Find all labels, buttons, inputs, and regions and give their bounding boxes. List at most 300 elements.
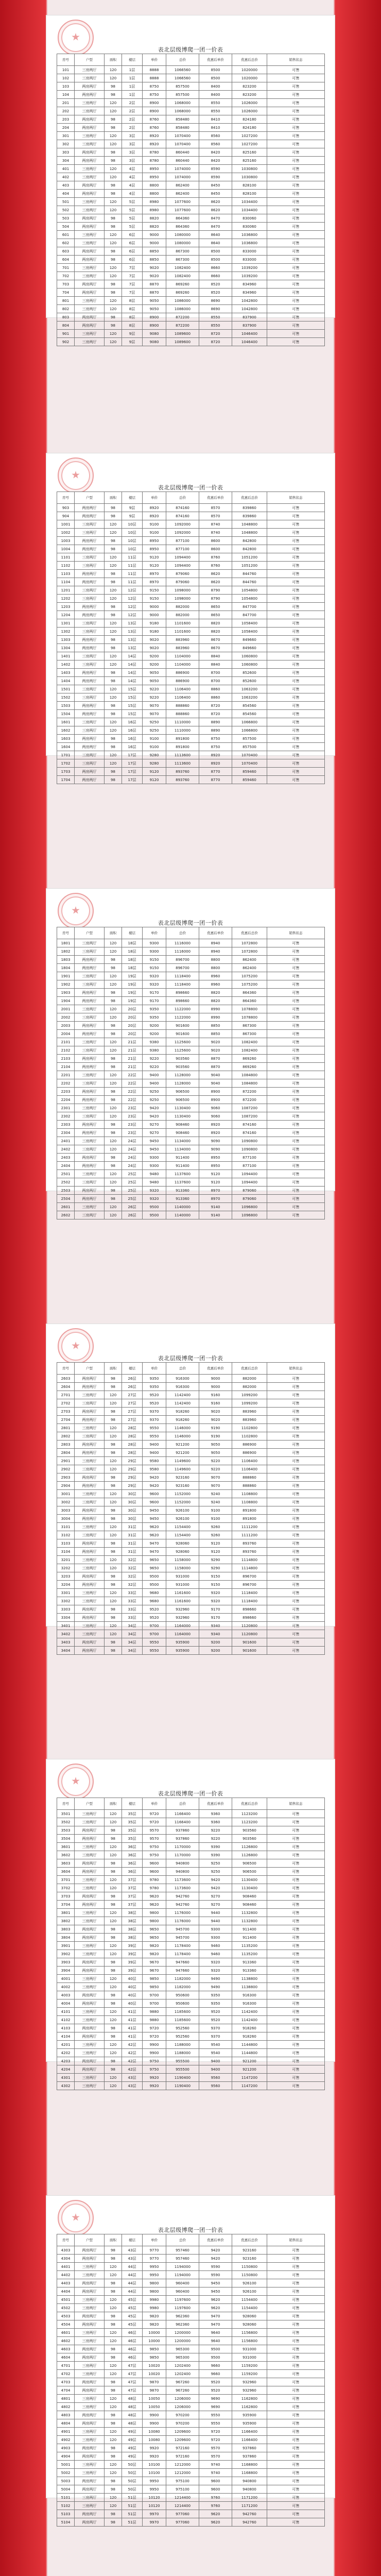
table-cell: 98 (105, 644, 122, 652)
table-cell: 三房两厅 (75, 726, 105, 735)
table-cell: 8960 (199, 972, 232, 980)
table-cell: 1132800 (232, 1917, 267, 1925)
table-cell: 120 (105, 1597, 122, 1605)
table-cell: 702 (57, 272, 75, 280)
table-cell: 6层 (122, 239, 143, 247)
table-cell: 9220 (199, 1826, 232, 1835)
table-cell: 8600 (199, 537, 232, 545)
table-cell: 1149600 (166, 1457, 199, 1465)
table-cell: 47层 (122, 2362, 143, 2370)
table-cell: 1147200 (232, 2082, 267, 2090)
table-cell: 98 (105, 1515, 122, 1523)
table-cell: 98 (105, 1892, 122, 1901)
table-cell: 901600 (232, 1647, 267, 1655)
table-cell: 两房两厅 (75, 677, 105, 685)
table-cell: 三房两厅 (75, 1523, 105, 1531)
table-cell: 857500 (232, 735, 267, 743)
table-cell: 48层 (122, 2395, 143, 2403)
table-cell: 6层 (122, 256, 143, 264)
table-cell: 837900 (232, 321, 267, 330)
table-cell: 1212000 (166, 2461, 199, 2469)
table-cell: 1082400 (166, 272, 199, 280)
table-row (57, 1071, 325, 1079)
table-cell: 三房两厅 (75, 2041, 105, 2049)
table-cell: 9760 (199, 2494, 232, 2502)
column-header: 总价 (166, 1798, 199, 1810)
table-cell: 可售 (267, 537, 325, 545)
table-cell: 940800 (232, 2485, 267, 2494)
table-cell: 可售 (267, 1876, 325, 1884)
table-cell: 10080 (143, 2436, 166, 2444)
column-header: 楼层 (122, 54, 143, 66)
table-cell: 918260 (232, 2032, 267, 2041)
table-cell: 839860 (232, 512, 267, 520)
table-cell: 可售 (267, 1967, 325, 1975)
table-row (57, 1178, 325, 1187)
table-row (57, 1851, 325, 1859)
table-cell: 21层 (122, 1038, 143, 1046)
table-cell: 896700 (166, 964, 199, 972)
table-cell: 35层 (122, 1818, 143, 1826)
table-cell: 三房两厅 (75, 972, 105, 980)
table-cell: 857500 (166, 82, 199, 91)
table-cell: 921200 (232, 2057, 267, 2065)
column-header: 优惠后总价 (232, 1798, 267, 1810)
table-cell: 9420 (143, 1482, 166, 1490)
table-cell: 27层 (122, 1416, 143, 1424)
column-header: 销售状态 (267, 492, 325, 504)
table-row (57, 2329, 325, 2337)
table-row (57, 2370, 325, 2378)
table-cell: 120 (105, 74, 122, 82)
table-cell: 2403 (57, 1154, 75, 1162)
table-cell: 可售 (267, 264, 325, 272)
table-cell: 三房两厅 (75, 2049, 105, 2057)
table-cell: 48层 (122, 2419, 143, 2428)
table-cell: 39层 (122, 1958, 143, 1967)
table-cell: 23层 (122, 1129, 143, 1137)
table-cell: 98 (105, 636, 122, 644)
table-cell: 9650 (143, 1564, 166, 1572)
table-cell: 9100 (199, 1515, 232, 1523)
table-cell: 两房两厅 (75, 1835, 105, 1843)
table-cell: 可售 (267, 735, 325, 743)
table-row (57, 1038, 325, 1046)
table-cell: 9720 (143, 1810, 166, 1818)
table-cell: 1178400 (166, 1942, 199, 1950)
table-cell: 两房两厅 (75, 2419, 105, 2428)
table-cell: 可售 (267, 1572, 325, 1581)
table-cell: 三房两厅 (75, 1556, 105, 1564)
table-cell: 9250 (143, 718, 166, 726)
table-cell: 9400 (199, 2057, 232, 2065)
table-cell: 36层 (122, 1843, 143, 1851)
table-cell: 8888 (143, 74, 166, 82)
table-cell: 98 (105, 1647, 122, 1655)
table-cell: 1034400 (232, 198, 267, 206)
table-cell: 1063200 (232, 693, 267, 702)
table-cell: 8690 (199, 297, 232, 305)
table-cell: 2902 (57, 1465, 75, 1473)
table-cell: 23层 (122, 1104, 143, 1112)
table-row (57, 1581, 325, 1589)
table-cell: 1182000 (166, 1983, 199, 1991)
table-cell: 8400 (199, 82, 232, 91)
table-cell: 可售 (267, 1383, 325, 1391)
table-cell: 两房两厅 (75, 1375, 105, 1383)
table-row (57, 165, 325, 173)
table-row (57, 173, 325, 181)
table-cell: 911400 (166, 1154, 199, 1162)
table-cell: 9240 (199, 1498, 232, 1506)
table-cell: 940800 (166, 1868, 199, 1876)
table-cell: 29层 (122, 1465, 143, 1473)
table-cell: 两房两厅 (75, 115, 105, 124)
table-cell: 1099200 (232, 1399, 267, 1408)
table-cell: 98 (105, 247, 122, 256)
table-cell: 4802 (57, 2403, 75, 2411)
table-cell: 37层 (122, 1892, 143, 1901)
table-cell: 可售 (267, 529, 325, 537)
table-cell: 9160 (199, 1399, 232, 1408)
table-cell: 9980 (143, 2304, 166, 2312)
table-cell: 33层 (122, 1589, 143, 1597)
table-cell: 1701 (57, 751, 75, 759)
table-cell: 2404 (57, 1162, 75, 1170)
table-cell: 913360 (166, 1187, 199, 1195)
table-cell: 120 (105, 1391, 122, 1399)
table-cell: 960400 (166, 2279, 199, 2287)
table-cell: 2004 (57, 1030, 75, 1038)
table-cell: 可售 (267, 2353, 325, 2362)
table-cell: 2503 (57, 1187, 75, 1195)
table-cell: 可售 (267, 1498, 325, 1506)
table-cell: 9600 (143, 1859, 166, 1868)
table-row (57, 1967, 325, 1975)
table-cell: 120 (105, 1589, 122, 1597)
table-cell: 8550 (199, 107, 232, 115)
table-cell: 906500 (166, 1096, 199, 1104)
table-cell: 950600 (166, 1999, 199, 2008)
table-cell: 1602 (57, 726, 75, 735)
table-cell: 1200000 (166, 2337, 199, 2345)
table-cell: 825160 (232, 148, 267, 157)
table-cell: 867300 (166, 247, 199, 256)
table-cell: 98 (105, 2452, 122, 2461)
table-cell: 3704 (57, 1901, 75, 1909)
table-row (57, 1498, 325, 1506)
table-cell: 8层 (122, 321, 143, 330)
table-cell: 3902 (57, 1950, 75, 1958)
table-cell: 8570 (199, 512, 232, 520)
table-cell: 1168800 (232, 2469, 267, 2477)
table-cell: 可售 (267, 256, 325, 264)
table-cell: 可售 (267, 1424, 325, 1432)
table-cell: 1401 (57, 652, 75, 660)
table-cell: 9250 (199, 1859, 232, 1868)
table-cell: 9580 (143, 1465, 166, 1473)
price-table (57, 54, 325, 346)
price-sheet-page (46, 1324, 335, 1653)
price-sheet-page (46, 889, 335, 1217)
table-cell: 9270 (199, 1901, 232, 1909)
table-cell: 21层 (122, 1063, 143, 1071)
table-cell: 9270 (143, 1121, 166, 1129)
table-cell: 可售 (267, 338, 325, 346)
table-cell: 857500 (166, 91, 199, 99)
table-cell: 3401 (57, 1622, 75, 1630)
table-cell: 17层 (122, 776, 143, 784)
table-cell: 9300 (143, 939, 166, 947)
table-cell: 9620 (143, 1531, 166, 1539)
table-cell: 可售 (267, 1539, 325, 1548)
table-row (57, 619, 325, 628)
table-cell: 1072800 (232, 939, 267, 947)
table-cell: 两房两厅 (75, 1063, 105, 1071)
table-cell: 1162800 (232, 2395, 267, 2403)
table-cell: 8780 (143, 157, 166, 165)
table-cell: 两房两厅 (75, 2485, 105, 2494)
table-cell: 98 (105, 1030, 122, 1038)
table-cell: 可售 (267, 562, 325, 570)
table-cell: 可售 (267, 305, 325, 313)
table-cell: 877100 (232, 1154, 267, 1162)
table-cell: 9470 (143, 1539, 166, 1548)
table-cell: 9870 (143, 2386, 166, 2395)
table-cell: 16层 (122, 735, 143, 743)
table-cell: 98 (105, 1925, 122, 1934)
table-row (57, 1383, 325, 1391)
table-cell: 98 (105, 677, 122, 685)
table-cell: 三房两厅 (75, 628, 105, 636)
table-cell: 三房两厅 (75, 107, 105, 115)
table-cell: 可售 (267, 2395, 325, 2403)
table-cell: 9层 (122, 512, 143, 520)
table-cell: 4801 (57, 2395, 75, 2403)
table-row (57, 759, 325, 768)
table-cell: 34层 (122, 1638, 143, 1647)
table-cell: 1074000 (166, 173, 199, 181)
table-cell: 三房两厅 (75, 305, 105, 313)
table-cell: 830060 (232, 223, 267, 231)
table-cell: 9480 (143, 1170, 166, 1178)
table-cell: 120 (105, 520, 122, 529)
table-cell: 9550 (143, 1638, 166, 1647)
table-cell: 1108800 (232, 1490, 267, 1498)
table-cell: 872200 (232, 1096, 267, 1104)
table-row (57, 2312, 325, 2320)
table-cell: 48层 (122, 2403, 143, 2411)
table-cell: 908460 (232, 1892, 267, 1901)
table-row (57, 1490, 325, 1498)
table-cell: 1122000 (166, 1005, 199, 1013)
table-cell: 9320 (199, 1597, 232, 1605)
table-cell: 46层 (122, 2329, 143, 2337)
table-cell: 两房两厅 (75, 743, 105, 751)
table-cell: 701 (57, 264, 75, 272)
column-header: 面积 (105, 492, 122, 504)
table-cell: 三房两厅 (75, 2304, 105, 2312)
table-cell: 935900 (232, 2411, 267, 2419)
table-cell: 三房两厅 (75, 132, 105, 140)
table-cell: 8450 (199, 181, 232, 190)
table-cell: 120 (105, 1457, 122, 1465)
column-header: 总价 (166, 1363, 199, 1375)
table-cell: 883960 (232, 1408, 267, 1416)
table-cell: 2802 (57, 1432, 75, 1440)
table-cell: 967260 (166, 2386, 199, 2395)
table-cell: 4803 (57, 2411, 75, 2419)
table-cell: 9370 (143, 1408, 166, 1416)
table-cell: 8780 (143, 148, 166, 157)
table-cell: 1094400 (166, 553, 199, 562)
table-cell: 120 (105, 1137, 122, 1145)
table-cell: 两房两厅 (75, 1154, 105, 1162)
table-cell: 8560 (199, 132, 232, 140)
table-row (57, 512, 325, 520)
table-cell: 49层 (122, 2452, 143, 2461)
table-cell: 8670 (199, 644, 232, 652)
table-cell: 1层 (122, 74, 143, 82)
table-cell: 120 (105, 1523, 122, 1531)
table-cell: 35层 (122, 1826, 143, 1835)
table-cell: 9020 (143, 272, 166, 280)
table-cell: 可售 (267, 66, 325, 74)
table-cell: 9300 (199, 1925, 232, 1934)
table-cell: 两房两厅 (75, 1999, 105, 2008)
table-row (57, 1934, 325, 1942)
table-row (57, 2008, 325, 2016)
table-cell: 9950 (143, 2485, 166, 2494)
table-cell: 931000 (232, 2345, 267, 2353)
table-row (57, 595, 325, 603)
table-cell: 可售 (267, 2049, 325, 2057)
table-cell: 三房两厅 (75, 619, 105, 628)
table-cell: 9570 (143, 1835, 166, 1843)
table-row (57, 107, 325, 115)
table-cell: 30层 (122, 1498, 143, 1506)
table-cell: 三房两厅 (75, 660, 105, 669)
table-cell: 三房两厅 (75, 2296, 105, 2304)
table-cell: 1176000 (166, 1909, 199, 1917)
table-cell: 931000 (166, 1581, 199, 1589)
table-cell: 120 (105, 1079, 122, 1088)
table-cell: 98 (105, 223, 122, 231)
table-cell: 1209600 (166, 2428, 199, 2436)
table-cell: 三房两厅 (75, 1112, 105, 1121)
table-cell: 98 (105, 1154, 122, 1162)
table-cell: 可售 (267, 2016, 325, 2024)
table-cell: 98 (105, 2287, 122, 2296)
table-cell: 935900 (232, 2419, 267, 2428)
column-header: 面积 (105, 1363, 122, 1375)
table-cell: 1166400 (166, 1818, 199, 1826)
table-row (57, 636, 325, 644)
table-cell: 三房两厅 (75, 1211, 105, 1219)
table-cell: 9600 (199, 2485, 232, 2494)
table-cell: 10050 (143, 2403, 166, 2411)
table-cell: 26层 (122, 1211, 143, 1219)
table-cell: 1058400 (232, 619, 267, 628)
table-cell: 3层 (122, 140, 143, 148)
table-cell: 50层 (122, 2485, 143, 2494)
table-cell: 两房两厅 (75, 578, 105, 586)
table-cell: 4304 (57, 2255, 75, 2263)
table-cell: 三房两厅 (75, 239, 105, 247)
table-cell: 1803 (57, 956, 75, 964)
table-cell: 4702 (57, 2370, 75, 2378)
table-cell: 960400 (166, 2287, 199, 2296)
table-cell: 883960 (166, 644, 199, 652)
table-cell: 2203 (57, 1088, 75, 1096)
table-cell: 23层 (122, 1112, 143, 1121)
table-cell: 10层 (122, 529, 143, 537)
table-cell: 120 (105, 1211, 122, 1219)
table-cell: 9120 (143, 553, 166, 562)
table-cell: 4204 (57, 2065, 75, 2074)
table-cell: 98 (105, 2411, 122, 2419)
table-cell: 857500 (232, 743, 267, 751)
table-row (57, 1614, 325, 1622)
table-cell: 3204 (57, 1581, 75, 1589)
table-cell: 1101 (57, 553, 75, 562)
table-cell: 120 (105, 2502, 122, 2510)
table-cell: 9460 (199, 1950, 232, 1958)
table-cell: 1020000 (232, 74, 267, 82)
table-cell: 38层 (122, 1925, 143, 1934)
table-cell: 9620 (143, 1523, 166, 1531)
table-cell: 9450 (199, 2279, 232, 2287)
table-cell: 9520 (199, 2016, 232, 2024)
table-cell: 1070400 (166, 132, 199, 140)
table-cell: 9560 (199, 2074, 232, 2082)
table-cell: 908460 (166, 1121, 199, 1129)
table-row (57, 1942, 325, 1950)
table-cell: 120 (105, 1843, 122, 1851)
table-cell: 8900 (143, 99, 166, 107)
table-cell: 1118400 (166, 972, 199, 980)
table-cell: 26层 (122, 1383, 143, 1391)
table-cell: 9570 (199, 2452, 232, 2461)
table-cell: 3701 (57, 1876, 75, 1884)
table-cell: 120 (105, 693, 122, 702)
table-cell: 两房两厅 (75, 710, 105, 718)
table-cell: 可售 (267, 321, 325, 330)
table-cell: 1126800 (232, 1851, 267, 1859)
table-cell: 1077600 (166, 198, 199, 206)
table-cell: 98 (105, 1506, 122, 1515)
table-cell: 8650 (199, 603, 232, 611)
table-cell: 9290 (199, 1556, 232, 1564)
table-cell: 9200 (143, 660, 166, 669)
table-cell: 864360 (166, 214, 199, 223)
table-row (57, 2320, 325, 2329)
table-cell: 三房两厅 (75, 2395, 105, 2403)
table-cell: 908460 (166, 1129, 199, 1137)
table-cell: 可售 (267, 2032, 325, 2041)
table-cell: 9850 (143, 1983, 166, 1991)
column-header: 销售状态 (267, 927, 325, 939)
table-cell: 可售 (267, 1901, 325, 1909)
table-cell: 1150800 (232, 2263, 267, 2271)
table-row (57, 2032, 325, 2041)
table-cell: 3903 (57, 1958, 75, 1967)
table-cell: 9320 (199, 1589, 232, 1597)
table-cell: 98 (105, 1581, 122, 1589)
table-row (57, 1170, 325, 1178)
table-cell: 872200 (166, 321, 199, 330)
table-cell: 120 (105, 751, 122, 759)
